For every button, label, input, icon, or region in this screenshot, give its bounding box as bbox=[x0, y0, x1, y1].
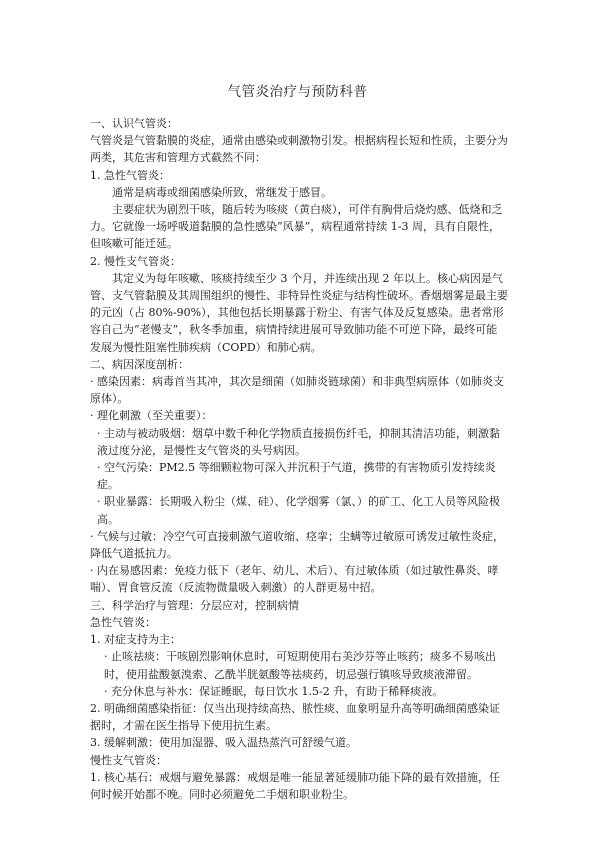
list-item: 1. 核心基石：戒烟与避免暴露：戒烟是唯一能显著延缓肺功能下降的最有效措施，任何时候开始都不晚。同时必须避免二手烟和职业粉尘。 bbox=[90, 770, 500, 801]
list-item: · 理化刺激（至关重要）： bbox=[90, 409, 213, 423]
page-title: 气管炎治疗与预防科普 bbox=[227, 84, 368, 100]
subsection-heading: 慢性支气管炎： bbox=[90, 753, 167, 767]
list-item: · 内在易感因素：免疫力低下（老年、幼儿、术后）、有过敏体质（如过敏性鼻炎、哮喘）、胃食管反流（反流物微量吸入刺激）的人群更易中招。 bbox=[90, 564, 499, 595]
list-item: 1. 对症支持为主： bbox=[90, 633, 181, 647]
subsection-heading: 急性气管炎： bbox=[90, 615, 156, 629]
section-heading: 三、科学治疗与管理：分层应对，控制病情 bbox=[90, 598, 299, 612]
paragraph: 主要症状为剧烈干咳，随后转为咳痰（黄白痰），可伴有胸骨后烧灼感、低烧和乏力。它就像一场呼吸道黏膜的急性感染“风暴”，病程通常持续 1-3 周，具有自限性，但咳嗽可能迁延。 bbox=[90, 203, 503, 251]
section-heading: 二、病因深度剖析： bbox=[90, 357, 189, 371]
list-item: 3. 缓解刺激：使用加湿器、吸入温热蒸汽可舒缓气道。 bbox=[90, 736, 357, 750]
list-item: 2. 明确细菌感染指征：仅当出现持续高热、脓性痰、血象明显升高等明确细菌感染证据时，才需在医生指导下使用抗生素。 bbox=[90, 701, 500, 733]
list-item: · 充分休息与补水：保证睡眠，每日饮水 1.5-2 升，有助于稀释痰液。 bbox=[104, 684, 444, 698]
paragraph: 其定义为每年咳嗽、咳痰持续至少 3 个月，并连续出现 2 年以上。核心病因是气管、支气管黏膜及其周围组织的慢性、非特异性炎症与结构性破坏。香烟烟雾是最主要的元凶（占 80%-90%），其他包括长期暴露于粉尘、有害气体及反复感染。患者常形容自己为“老慢支”，秋冬季加重，病情持续进展可导致肺功能不可逆下降，最终可能发展为慢性阻塞性肺疾病（COPD）和肺心病。 bbox=[90, 271, 508, 354]
list-item: · 职业暴露：长期吸入粉尘（煤、硅）、化学烟雾（氯、）的矿工、化工人员等风险极高。 bbox=[97, 495, 500, 526]
paragraph: 通常是病毒或细菌感染所致，常继发于感冒。 bbox=[112, 185, 332, 199]
subsection-heading: 1. 急性气管炎： bbox=[90, 168, 170, 182]
document-body bbox=[90, 115, 508, 803]
list-item: · 气候与过敏：冷空气可直接刺激气道收缩、痉挛；尘螨等过敏原可诱发过敏性炎症，降低气道抵抗力。 bbox=[90, 529, 504, 561]
subsection-heading: 2. 慢性支气管炎： bbox=[90, 254, 181, 268]
section-heading: 一、认识气管炎： bbox=[90, 117, 178, 130]
list-item: · 主动与被动吸烟：烟草中数千种化学物质直接损伤纤毛，抑制其清洁功能，刺激黏液过度分泌，是慢性支气管炎的头号病因。 bbox=[97, 426, 500, 457]
list-item: · 止咳祛痰：干咳剧烈影响休息时，可短期使用右美沙芬等止咳药；痰多不易咳出时，使用盐酸氨溴索、乙酰半胱氨酸等祛痰药，切忌强行镇咳导致痰液滞留。 bbox=[104, 650, 496, 681]
paragraph: 气管炎是气管黏膜的炎症，通常由感染或刺激物引发。根据病程长短和性质，主要分为两类，其危害和管理方式截然不同： bbox=[90, 134, 508, 165]
list-item: · 空气污染：PM2.5 等细颗粒物可深入并沉积于气道，携带的有害物质引发持续炎症。 bbox=[97, 461, 496, 492]
list-item: · 感染因素：病毒首当其冲，其次是细菌（如肺炎链球菌）和非典型病原体（如肺炎支原体）。 bbox=[90, 375, 504, 406]
